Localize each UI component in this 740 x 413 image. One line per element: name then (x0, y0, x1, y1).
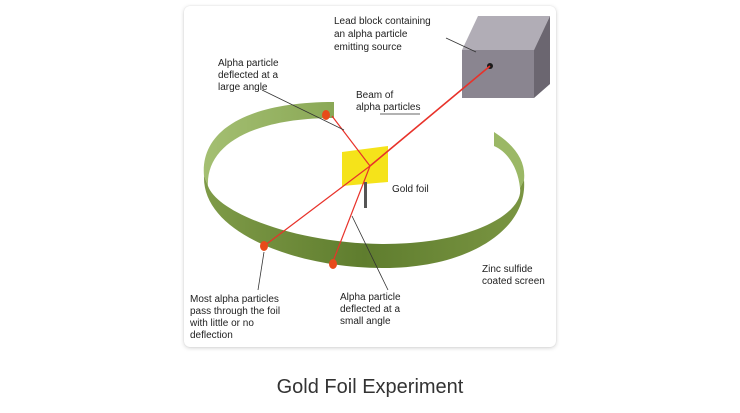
label-most-particles: Most alpha particles pass through the foil with little or no deflection (190, 294, 281, 341)
gold-foil-stand (364, 182, 367, 208)
label-gold-foil: Gold foil (392, 184, 429, 195)
alpha-beam (370, 66, 490, 166)
impact-spot-small-angle (329, 259, 337, 269)
zinc-screen-inner-face (204, 102, 334, 186)
label-beam: Beam of alpha particles (356, 90, 421, 113)
label-small-angle: Alpha particle deflected at a small angle (340, 292, 401, 327)
lead-block-front (462, 50, 534, 98)
label-large-angle: Alpha particle deflected at a large angle (218, 58, 279, 93)
impact-spot-large-angle (322, 110, 330, 120)
impact-spot-undeflected (260, 241, 268, 251)
diagram-card (184, 6, 556, 347)
label-lead-block: Lead block containing an alpha particle emitting source (334, 16, 431, 53)
figure-caption: Gold Foil Experiment (276, 376, 464, 398)
gold-foil-diagram (184, 6, 556, 347)
zinc-screen-inner-face-right (494, 132, 524, 188)
leader-most-particles (258, 252, 264, 290)
label-zinc-screen: Zinc sulfide coated screen (482, 264, 545, 287)
